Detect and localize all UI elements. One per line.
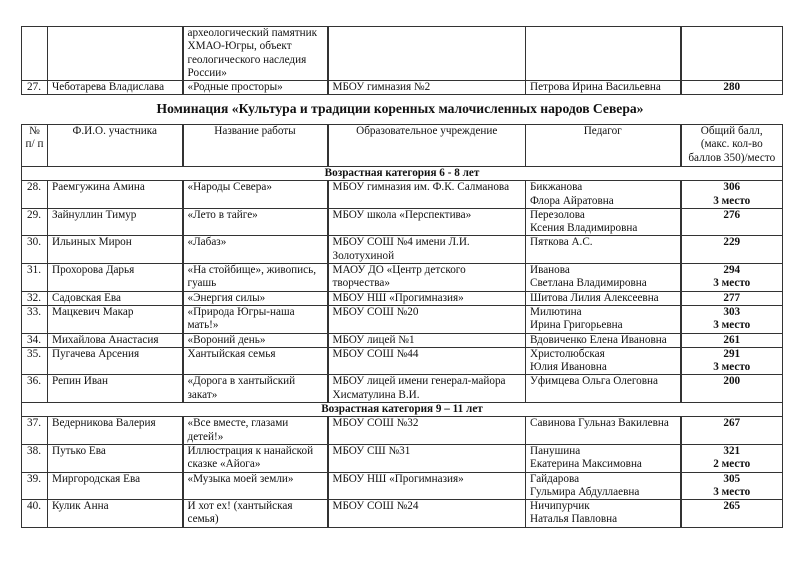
participant-name: Репин Иван [48,375,183,403]
score-value: 291 [723,347,741,360]
teacher-given-names: Флора Айратовна [530,194,614,207]
age-category-row [22,167,783,181]
results-table [21,124,783,528]
header-work: Название работы [183,125,328,167]
row-number: 38. [22,444,48,472]
score-value: 277 [723,291,741,304]
teacher [526,444,681,472]
score-value: 305 [723,472,741,485]
participant-name: Садовская Ева [48,291,183,305]
institution: МБОУ НШ «Прогимназия» [328,291,526,305]
institution: МБОУ гимназия им. Ф.К. Салманова [328,181,526,209]
participant-name [48,27,183,81]
place-badge: 3 место [713,485,751,498]
teacher-given-names: Ксения Владимировна [530,222,638,235]
row-number: 34. [22,333,48,347]
institution: МБОУ НШ «Прогимназия» [328,472,526,500]
participant-name: Зайнуллин Тимур [48,208,183,236]
table-row [22,375,783,403]
row-number: 33. [22,305,48,333]
table-row [22,27,783,81]
header-teacher: Педагог [526,125,681,167]
participant-name: Чеботарева Владислава [48,81,183,95]
teacher-given-names: Екатерина Максимовна [530,458,642,471]
score-value: 229 [723,236,741,249]
score [681,347,783,375]
row-number: 35. [22,347,48,375]
teacher-surname: Христолюбская [530,347,605,360]
table-row [22,500,783,528]
participant-name: Мацкевич Макар [48,305,183,333]
institution: МБОУ СШ №31 [328,444,526,472]
score [681,500,783,528]
row-number: 40. [22,500,48,528]
participant-name: Раемгужина Амина [48,181,183,209]
score [681,333,783,347]
table-row [22,208,783,236]
header-score: Общий балл, (макс. кол-во баллов 350)/место [681,125,783,167]
work-title: «Лабаз» [183,236,328,264]
place-badge: 3 место [713,277,751,290]
institution: МБОУ лицей имени генерал-майора Хисматулина В.И. [328,375,526,403]
teacher: Вдовиченко Елена Ивановна [526,333,681,347]
institution: МБОУ СОШ №32 [328,417,526,445]
participant-name: Путько Ева [48,444,183,472]
table-row [22,417,783,445]
teacher [526,264,681,292]
place-badge: 3 место [713,319,751,332]
institution: МБОУ СОШ №44 [328,347,526,375]
work-title: «Дорога в хантыйский закат» [183,375,328,403]
row-number [22,27,48,81]
nomination-title: Номинация «Культура и традиции коренных малочисленных народов Севера» [156,101,644,116]
teacher-given-names: Гульмира Абдуллаевна [530,485,640,498]
score-value: 276 [723,208,741,221]
work-title: Хантыйская семья [183,347,328,375]
score [681,27,783,81]
participant-name: Прохорова Дарья [48,264,183,292]
score-value: 200 [723,375,741,388]
participant-name: Михайлова Анастасия [48,333,183,347]
work-title: «На стойбище», живопись, гуашь [183,264,328,292]
header-name: Ф.И.О. участника [48,125,183,167]
score [681,236,783,264]
score [681,472,783,500]
table-row [22,264,783,292]
teacher: Шитова Лилия Алексеевна [526,291,681,305]
work-title: «Все вместе, глазами детей!» [183,417,328,445]
teacher-given-names: Юлия Ивановна [530,361,607,374]
table-row [22,236,783,264]
teacher: Пяткова А.С. [526,236,681,264]
header-institution: Образовательное учреждение [328,125,526,167]
institution: МБОУ гимназия №2 [328,81,526,95]
table-row [22,305,783,333]
participant-name: Ведерникова Валерия [48,417,183,445]
teacher [526,27,681,81]
participant-name: Миргородская Ева [48,472,183,500]
teacher [526,208,681,236]
table-row [22,291,783,305]
teacher: Уфимцева Ольга Олеговна [526,375,681,403]
row-number: 29. [22,208,48,236]
header-num: № п/ п [22,125,48,167]
table-row [22,472,783,500]
teacher-surname: Иванова [530,264,570,277]
institution: МБОУ лицей №1 [328,333,526,347]
score [681,208,783,236]
work-title: «Вороний день» [183,333,328,347]
work-title: «Родные просторы» [183,81,328,95]
score [681,181,783,209]
participant-name: Ильиных Мирон [48,236,183,264]
teacher-given-names: Наталья Павловна [530,513,618,526]
row-number: 39. [22,472,48,500]
row-number: 28. [22,181,48,209]
institution [328,27,526,81]
score [681,444,783,472]
row-number: 27. [22,81,48,95]
institution: МБОУ СОШ №4 имени Л.И. Золотухиной [328,236,526,264]
institution: МБОУ школа «Перспектива» [328,208,526,236]
teacher [526,500,681,528]
teacher [526,347,681,375]
participant-name: Кулик Анна [48,500,183,528]
teacher-given-names: Светлана Владимировна [530,277,647,290]
place-badge: 2 место [713,458,751,471]
place-badge: 3 место [713,194,751,207]
row-number: 36. [22,375,48,403]
continued-results-table [21,26,783,95]
work-title: археологический памятник ХМАО-Югры, объект геологического наследия России» [183,27,328,81]
work-title: И хот ех! (хантыйская семья) [183,500,328,528]
score [681,305,783,333]
score-value: 303 [723,305,741,318]
score [681,291,783,305]
work-title: «Лето в тайге» [183,208,328,236]
score-value: 261 [723,333,741,346]
work-title: «Природа Югры-наша мать!» [183,305,328,333]
teacher-surname: Гайдарова [530,472,580,485]
row-number: 37. [22,417,48,445]
row-number: 31. [22,264,48,292]
score [681,417,783,445]
participant-name: Пугачева Арсения [48,347,183,375]
table-row [22,444,783,472]
score-value: 265 [723,500,741,513]
work-title: «Музыка моей земли» [183,472,328,500]
score: 280 [681,81,783,95]
age-category-label: Возрастная категория 9 – 11 лет [22,403,783,417]
score-value: 294 [723,264,741,277]
teacher-surname: Панушина [530,444,581,457]
teacher-surname: Ничипурчик [530,500,590,513]
teacher-surname: Бикжанова [530,181,583,194]
teacher [526,181,681,209]
institution: МАОУ ДО «Центр детского творчества» [328,264,526,292]
score-value: 267 [723,417,741,430]
row-number: 32. [22,291,48,305]
teacher-surname: Милютина [530,305,582,318]
teacher: Петрова Ирина Васильевна [526,81,681,95]
work-title: «Народы Севера» [183,181,328,209]
table-row [22,333,783,347]
score [681,375,783,403]
age-category-label: Возрастная категория 6 - 8 лет [22,167,783,181]
teacher-given-names: Ирина Григорьевна [530,319,623,332]
institution: МБОУ СОШ №24 [328,500,526,528]
work-title: Иллюстрация к нанайской сказке «Айога» [183,444,328,472]
teacher-surname: Перезолова [530,208,585,221]
score [681,264,783,292]
table-row [22,347,783,375]
teacher: Савинова Гульназ Вакилевна [526,417,681,445]
score-value: 306 [723,181,741,194]
table-row [22,181,783,209]
institution: МБОУ СОШ №20 [328,305,526,333]
age-category-row [22,403,783,417]
row-number: 30. [22,236,48,264]
teacher [526,305,681,333]
work-title: «Энергия силы» [183,291,328,305]
teacher [526,472,681,500]
table-header-row [22,125,783,167]
place-badge: 3 место [713,361,751,374]
table-row [22,81,783,95]
score-value: 321 [723,444,741,457]
